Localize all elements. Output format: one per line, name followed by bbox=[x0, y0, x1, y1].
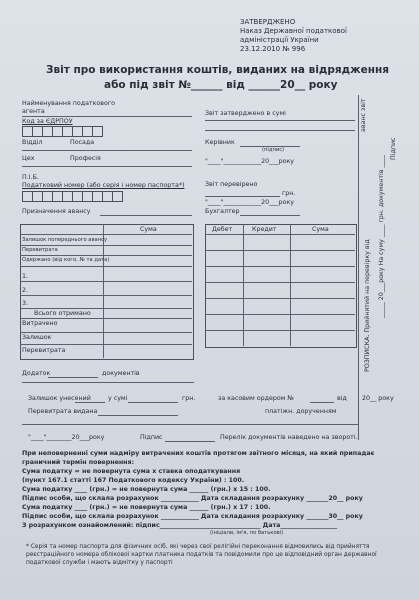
notice-line7: Сума податку ____ (грн.) = не повернута сума ______ (грн.) х 17 : 100. bbox=[22, 504, 271, 511]
title-line1: Звіт про використання коштів, виданих на відрядження bbox=[46, 64, 389, 76]
notice-line6: Підпис особи, що склала розрахунок ____________ Дата складання розрахунку _______20__ року bbox=[22, 495, 363, 502]
bottom-date-line[interactable]: "____"________20___року bbox=[28, 434, 105, 441]
sum-overspent: Перевитрата bbox=[22, 347, 66, 354]
notice-line8: Підпис особи, що склала розрахунок ____________ Дата складання розрахунку _______30__ року bbox=[22, 513, 363, 520]
account-col-debit: Дебет bbox=[212, 226, 233, 233]
profession-label: Професія bbox=[70, 155, 101, 162]
side-signature-label: Підпис bbox=[390, 137, 397, 160]
side-sum-docs-label: _____ 20___року На суму ____ грн. документів ____ bbox=[378, 154, 385, 318]
cash-order-label: за касовим ордером № bbox=[218, 395, 294, 402]
notice-line1: При неповерненні суми надміру витрачених коштів протягом звітного місяця, на який припадає bbox=[22, 450, 375, 457]
edrpou-label: Код за ЄДРПОУ bbox=[22, 118, 73, 125]
approval-label: ЗАТВЕРДЖЕНО bbox=[240, 18, 296, 26]
sum-row-prev-advance: Залишок попереднього авансу bbox=[22, 237, 108, 243]
tax-number-cells[interactable] bbox=[22, 191, 122, 202]
signature-hint: (підпис) bbox=[262, 147, 285, 153]
report-checked-label: Звіт перевірено bbox=[205, 181, 258, 188]
accountant-label: Бухгалтер bbox=[205, 208, 240, 215]
footnote-line3: податкової служби і мають відмітку у паспорті bbox=[26, 560, 173, 566]
title-line2: або під звіт №______ від ______20__ року bbox=[104, 79, 338, 91]
sum-row-1: 1. bbox=[22, 273, 29, 280]
approval-line1: Наказ Державної податкової bbox=[240, 27, 347, 35]
pib-label: П.І.Б. bbox=[22, 174, 39, 181]
sum-row-3: 3. bbox=[22, 300, 29, 307]
department-label: Відділ bbox=[22, 139, 43, 146]
head-label: Керівник bbox=[205, 139, 235, 146]
approval-line3: 23.12.2010 № 996 bbox=[240, 45, 306, 53]
approved-date-line[interactable]: "____"____________20___року bbox=[205, 158, 295, 165]
payment-order-label: платіжн. дорученням bbox=[265, 408, 337, 415]
shop-label: Цех bbox=[22, 155, 35, 162]
sum-row-overspend: Перевитрата bbox=[22, 247, 58, 253]
sum-row-2: 2. bbox=[22, 287, 29, 294]
notice-line3: Сума податку = не повернута сума х ставка оподаткування bbox=[22, 468, 241, 475]
report-approved-label: Звіт затверджено в сумі bbox=[205, 110, 286, 117]
position-label: Посада bbox=[70, 139, 95, 146]
sum-spent: Витрачено bbox=[22, 320, 58, 327]
year-label: 20__ року bbox=[362, 395, 394, 402]
bottom-signature-label: Підпис bbox=[140, 434, 163, 441]
advance-purpose-label: Призначення авансу bbox=[22, 208, 91, 215]
appendix-label: Додаток bbox=[22, 370, 51, 377]
checked-uah-label: грн. bbox=[282, 190, 296, 197]
from-label: від bbox=[337, 395, 347, 402]
taxpayer-name-label-2: агента bbox=[22, 108, 45, 115]
remainder-uah-label: грн. bbox=[182, 395, 196, 402]
notice-line10: (ініціали, ім'я, по батькові) bbox=[210, 530, 284, 536]
overspend-issued-label: Перевитрата видана bbox=[28, 408, 98, 415]
account-col-credit: Кредит bbox=[252, 226, 277, 233]
side-receipt-label: РОЗПИСКА. Прийнятий на перевірку від bbox=[364, 239, 371, 372]
taxpayer-name-label-1: Найменування податкового bbox=[22, 100, 115, 107]
doc-list-note: Перелік документів наведено на звороті. bbox=[220, 434, 358, 441]
remainder-label: Залишок унесений bbox=[28, 395, 91, 402]
notice-line4: (пункт 167.1 статті 167 Податкового кодексу України) : 100. bbox=[22, 477, 245, 484]
side-advance-report-label: аванс звіт bbox=[360, 98, 367, 132]
tax-number-label: Податковий номер (або серія і номер паспорта*) bbox=[22, 182, 185, 189]
notice-line5: Сума податку ____ (грн.) = не повернута сума ______ (грн.) х 15 : 100. bbox=[22, 486, 271, 493]
sum-table-col-sum: Сума bbox=[140, 226, 157, 233]
footnote-line2: реєстраційного номера облікової картки платника податків та повідомили про це відповідний орган державної bbox=[26, 552, 377, 558]
notice-line9: З розрахунком ознайомлений: підпис________________________________ Дата__________________ bbox=[22, 522, 338, 529]
sum-balance: Залишок bbox=[22, 334, 52, 341]
account-col-sum: Сума bbox=[312, 226, 329, 233]
notice-line2: граничний термін повернення: bbox=[22, 459, 135, 466]
sum-row-received-from: Одержано (від кого, № та дата) bbox=[22, 257, 110, 263]
approval-line2: адміністрації України bbox=[240, 36, 319, 44]
in-sum-label: у сумі bbox=[108, 395, 128, 402]
sum-total-received: Всього отримано bbox=[34, 310, 91, 317]
documents-label: документів bbox=[102, 370, 140, 377]
checked-date-line[interactable]: "____"____________20___року bbox=[205, 199, 295, 206]
footnote-line1: * Серія та номер паспорта для фізичних осіб, які через свої релігійні переконання відмовились від прийняття bbox=[26, 544, 370, 550]
edrpou-cells[interactable] bbox=[22, 126, 102, 137]
